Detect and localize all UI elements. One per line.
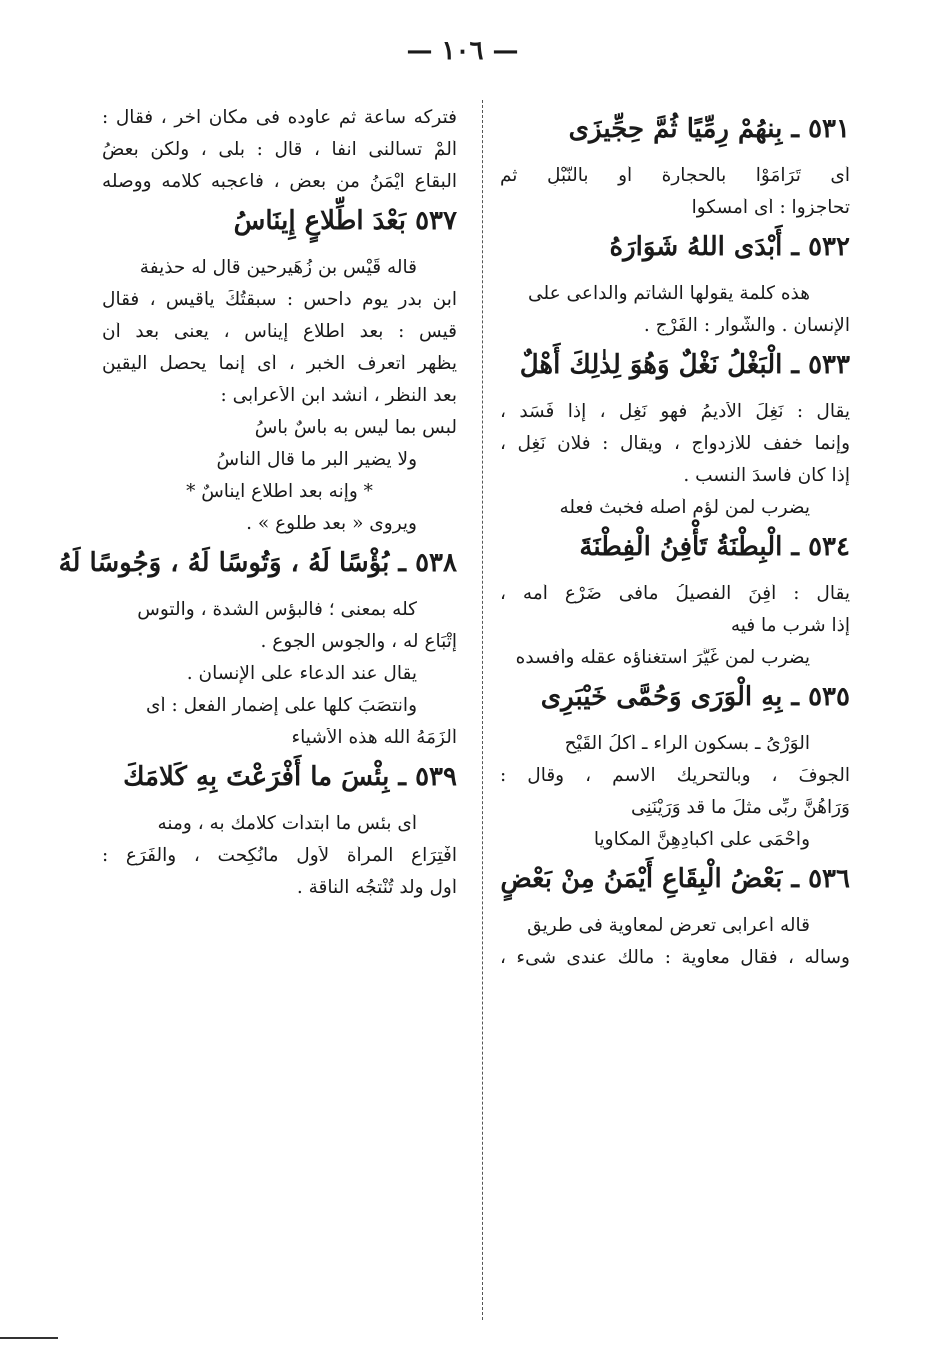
text-line: بعد النظر ، أنشد ابن الأعرابى :	[220, 386, 457, 406]
text-line: إتْبَاع له ، والجوس الجوع .	[260, 632, 457, 652]
text-line: يقال : أفِنَ الفصيلُ مافى ضَرْعِ أمه ،	[500, 584, 850, 604]
text-line: ابن بدر يوم داحس : سبقتُكَ ياقيس ، فقال	[102, 290, 457, 310]
text-line: لبس بما ليس به بأسٌ باسُ	[254, 418, 457, 438]
text-line: يضرب لمن غَيَّرَ استغناؤه عقلَه وأفسده	[515, 648, 810, 668]
text-line: وسأله ، فقال معاوية : مالك عندى شىء ،	[500, 948, 850, 968]
proverb-heading: ٥٣٣ ـ الْبَغْلُ نَغْلٌ وَهُوَ لِذٰلِكَ أَهْلٌ	[519, 350, 850, 380]
left-column	[58, 108, 457, 910]
text-line: وانتصَبَ كلها على إضمار الفعل : أى	[145, 696, 417, 716]
proverb-heading: ٥٣٩ ـ بِئْسَ ما أَفْرَعْتَ بِهِ كَلامَكَ	[123, 762, 457, 792]
text-line: يقال عند الدعاء على الإنسان .	[186, 664, 417, 684]
text-line: كله بمعنى ؛ فالبؤس الشدة ، والتوس	[137, 600, 417, 620]
text-line: أول ولد تُنْتجُه الناقة .	[296, 878, 457, 898]
text-line: يظهر أتعرف الخبر ، أى إنما يحصل اليقين	[102, 354, 457, 374]
right-column	[500, 108, 850, 980]
column-divider	[482, 100, 483, 1320]
text-line: وَرَاهُنَّ ربِّى مثلَ ما قد وَرَيْنَنِى	[631, 798, 850, 818]
text-line: * وإنه بعد اطِّلاعٍ ايناسٌ *	[186, 482, 373, 502]
text-line: هذه كلمة يقولها الشاتم والداعى على	[528, 284, 810, 304]
text-line: ولا يضير البر ما قال الناسُ	[216, 450, 417, 470]
text-line: يضرب لمن لؤم أصله فخبث فعله	[559, 498, 810, 518]
proverb-heading: ٥٣٧ بَعْدَ اطِّلاعٍ إِينَاسُ	[233, 206, 457, 236]
text-line: وإنما خفف للازدواج ، ويقال : فلان نَغِل ،	[500, 434, 850, 454]
proverb-heading: ٥٣٤ ـ الْبِطْنَةُ تَأْفِنُ الْفِطْنَةَ	[579, 532, 850, 562]
text-line: قاله قَيْس بن زُهَيرحين قال له حذيفة	[139, 258, 417, 278]
text-line: قاله أعرابى تعرض لمعاوية فى طريق	[527, 916, 810, 936]
proverb-heading: ٥٣٥ ـ بِهِ الْوَرَى وَحُمَّى خَيْبَرِى	[540, 682, 850, 712]
text-line: قيس : بعد اطلاع إيناس ، يعنى بعد أن	[102, 322, 457, 342]
text-line: الإنسان . والشَّوار : الفَرْج .	[643, 316, 850, 336]
text-line: أى تَرَامَوْا بالحجارة أو بالنَّبْلِ ثم	[500, 166, 850, 186]
text-line: الوَرْىُ ـ بسكون الراء ـ أكلُ القَيْحِ	[564, 734, 810, 754]
text-line: الجوفَ ، وبالتحريك الاسم ، وقال :	[500, 766, 850, 786]
page-number: — ١٠٦ —	[406, 36, 519, 66]
proverb-heading: ٥٣٦ ـ بَعْضُ الْبِقَاعِ أَيْمَنُ مِنْ بَعْضٍ	[500, 864, 850, 894]
text-line: افْتِرَاع المرأة لأول مانُكِحت ، والفَرَع :	[102, 846, 457, 866]
text-line: أَلْزَمَهُ الله هذه الأشياء	[291, 728, 457, 748]
text-line: أَلَمْ تسألنى آنفاً ، قال : بلى ، ولكن بعضُ	[102, 140, 457, 160]
footnote-rule	[0, 1337, 58, 1339]
text-line: إذا شرب ما فيه	[730, 616, 850, 636]
text-line: يقال : نَغِلَ الأديمُ فهو نَغِل ، إذا فَسَد ،	[500, 402, 850, 422]
proverb-heading: ٥٣٨ ـ بُؤْسًا لَهُ ، وَتُوسًا لَهُ ، وَجُوسًا لَهُ	[58, 548, 457, 578]
proverb-heading: ٥٣٢ ـ أَبْدَى اللهُ شَوَارَهُ	[609, 232, 850, 262]
text-line: البقاع أَيْمَنُ من بعض ، فأعجبه كلامه ووصله	[102, 172, 457, 192]
text-line: أى بئس ما ابتدأت كلامك به ، ومنه	[157, 814, 417, 834]
text-line: ويروى « بعد طلوع » .	[246, 514, 417, 534]
text-line: فتركه ساعة ثم عاوده فى مكان آخر ، فقال :	[102, 108, 457, 128]
text-line: إذا كان فاسدَ النسب .	[683, 466, 850, 486]
text-line: وأَحْمَى على أكبادِهِنَّ المكاوِيا	[593, 830, 810, 850]
text-line: تحاجزوا : أى أمسكوا	[691, 198, 850, 218]
proverb-heading: ٥٣١ ـ بِنهُمْ رِمِّيًا ثُمَّ حِجِّيزَى	[568, 114, 850, 144]
